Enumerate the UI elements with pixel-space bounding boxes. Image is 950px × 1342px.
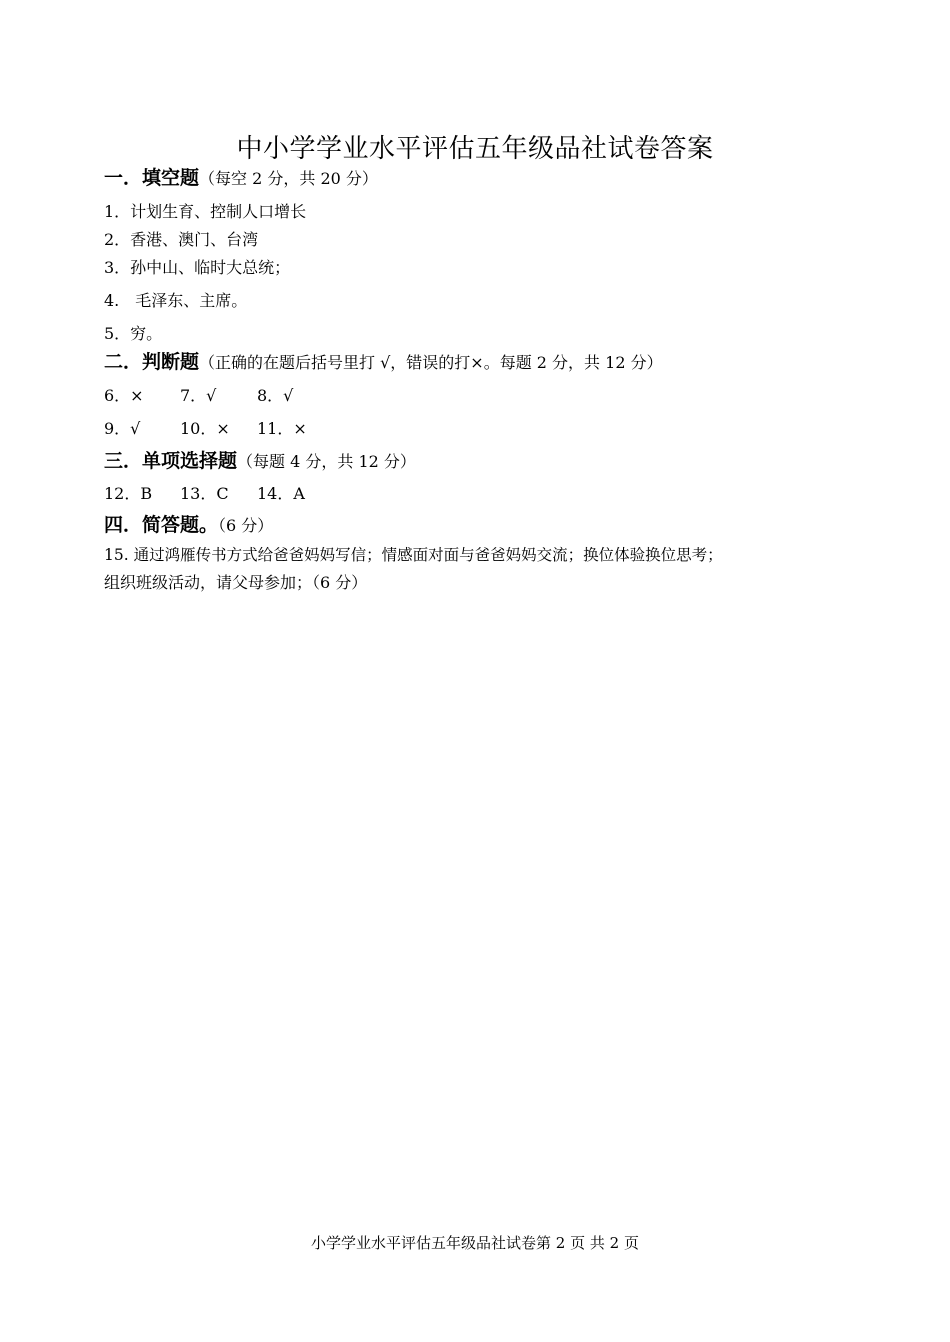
section-1-note: （每空 2 分，共 20 分） (199, 169, 378, 188)
section-1-header (104, 167, 378, 190)
section-4-header (104, 514, 273, 537)
answer-item: 11．× (257, 419, 307, 438)
section-2-note: （正确的在题后括号里打 √，错误的打×。每题 2 分，共 12 分） (199, 353, 663, 372)
answer-line: 1．计划生育、控制人口增长 (104, 202, 307, 221)
answer-item: 10．× (180, 419, 230, 438)
answer-item: 8．√ (257, 386, 294, 405)
section-4-note: （6 分） (218, 516, 274, 535)
answer-line: 15. 通过鸿雁传书方式给爸爸妈妈写信；情感面对面与爸爸妈妈交流；换位体验换位思考； (104, 546, 723, 564)
answer-row (104, 483, 305, 505)
section-2-header (104, 351, 663, 374)
section-3-heading: 三．单项选择题 (104, 450, 238, 472)
answer-row (104, 385, 293, 407)
answer-line: 3．孙中山、临时大总统； (104, 258, 291, 277)
section-3-note: （每题 4 分，共 12 分） (237, 452, 416, 471)
page-title: 中小学学业水平评估五年级品社试卷答案 (236, 134, 714, 164)
answer-line: 5．穷。 (104, 324, 163, 343)
answer-line: 2．香港、澳门、台湾 (104, 230, 259, 249)
section-4-heading: 四．简答题。 (104, 514, 219, 536)
answer-item: 7．√ (180, 386, 217, 405)
answer-line: 组织班级活动，请父母参加；（6 分） (104, 573, 368, 592)
answer-line: 4. 毛泽东、主席。 (104, 291, 248, 310)
answer-item: 6．× (104, 386, 144, 405)
section-1-heading: 一．填空题 (104, 167, 200, 189)
section-3-header (104, 450, 416, 473)
answer-item: 12．B (104, 484, 153, 503)
answer-item: 13．C (180, 484, 229, 503)
answer-item: 9．√ (104, 419, 141, 438)
page-footer: 小学学业水平评估五年级品社试卷第 2 页 共 2 页 (311, 1234, 639, 1252)
answer-row (104, 418, 307, 440)
section-2-heading: 二．判断题 (104, 351, 200, 373)
answer-item: 14．A (257, 484, 305, 503)
